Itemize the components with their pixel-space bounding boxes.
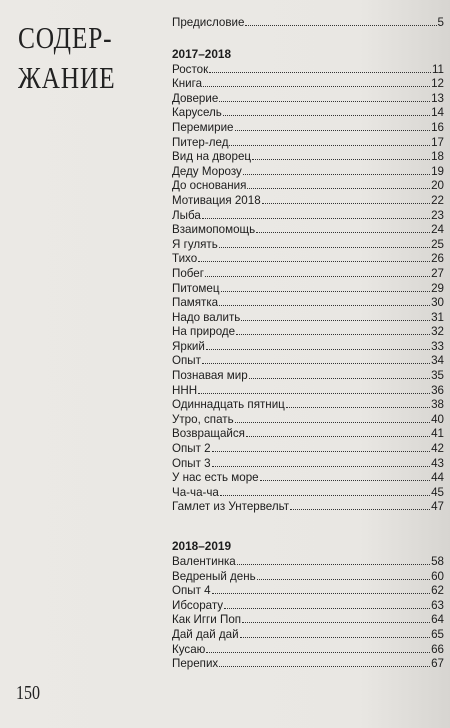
toc-entry: [172, 383, 444, 398]
toc-entry-page: 42: [431, 442, 444, 456]
toc-entry: [172, 62, 444, 77]
toc-entry-page: 67: [431, 657, 444, 671]
toc-entry: [172, 456, 444, 471]
toc-entry: [172, 149, 444, 164]
toc-entry-title: Книга: [172, 77, 203, 91]
toc-entry-title: Познавая мир: [172, 369, 248, 383]
dot-leader: [219, 656, 430, 667]
toc-entry-title: Надо валить: [172, 310, 241, 324]
toc-entry-title: Тихо: [172, 252, 198, 266]
page-number: 150: [16, 682, 40, 704]
toc-entry-page: 5: [437, 16, 444, 29]
toc-entry: [172, 164, 444, 179]
toc-entry-title: Перемирие: [172, 120, 234, 134]
dot-leader: [235, 412, 430, 423]
toc-entry-title: Валентинка: [172, 555, 236, 568]
toc-entry-page: 38: [431, 398, 444, 412]
toc-entry: [172, 310, 444, 325]
toc-entry: [172, 470, 444, 485]
toc-entry: [172, 295, 444, 310]
toc-entry-page: 24: [431, 223, 444, 237]
toc-entry-title: Деду Морозу: [172, 164, 242, 178]
title-line-2: ЖАНИЕ: [18, 60, 116, 95]
toc-entry: [172, 499, 444, 514]
dot-leader: [240, 627, 430, 638]
toc-entry: [172, 426, 444, 441]
toc-entry: [172, 339, 444, 354]
dot-leader: [260, 470, 431, 481]
toc-entry-intro: [172, 15, 444, 30]
toc-entry-page: 35: [431, 369, 444, 383]
toc-entry-page: 58: [431, 555, 444, 568]
toc-entry-title: Питер-лед: [172, 135, 229, 149]
toc-entry-page: 65: [431, 627, 444, 641]
dot-leader: [237, 554, 430, 565]
toc-entry-title: Памятка: [172, 296, 219, 310]
toc-entry-title: Ча-ча-ча: [172, 485, 219, 499]
toc-entry-title: Утро, спать: [172, 412, 234, 426]
toc-entry: [172, 598, 444, 613]
toc-entry: [172, 353, 444, 368]
dot-leader: [241, 310, 430, 321]
toc-entry-page: 33: [431, 339, 444, 353]
toc-entry-page: 43: [431, 456, 444, 470]
dot-leader: [236, 324, 430, 335]
toc-entry: [172, 583, 444, 598]
toc-entry-page: 11: [431, 62, 444, 76]
section-heading: 2018–2019: [172, 539, 232, 553]
dot-leader: [212, 441, 430, 452]
toc-entry-page: 23: [431, 208, 444, 222]
dot-leader: [224, 598, 430, 609]
toc-entry-page: 64: [431, 613, 444, 627]
toc-entry-title: Опыт: [172, 354, 201, 368]
toc-entry-page: 41: [431, 427, 444, 441]
toc-entry-page: 18: [431, 150, 444, 164]
toc-entry-page: 40: [431, 412, 444, 426]
toc-entry-page: 44: [431, 471, 444, 485]
toc-entry: [172, 237, 444, 252]
dot-leader: [257, 569, 430, 580]
toc-entry-page: 47: [431, 500, 444, 514]
dot-leader: [290, 499, 430, 510]
toc-entry-title: Одиннадцать пятниц: [172, 398, 285, 412]
toc-entry-page: 20: [431, 179, 444, 193]
toc-entry-title: Как Игги Поп: [172, 613, 242, 627]
dot-leader: [286, 397, 430, 408]
section-heading: 2017–2018: [172, 46, 232, 61]
toc-entry: [172, 397, 444, 412]
dot-leader: [198, 383, 430, 394]
dot-leader: [262, 193, 430, 204]
dot-leader: [202, 208, 430, 219]
dot-leader: [220, 485, 430, 496]
section-spacer: [172, 30, 444, 46]
toc-entry: [172, 627, 444, 642]
toc-entry-page: 19: [431, 164, 444, 178]
toc-entry: [172, 76, 444, 91]
toc-entry-title: Вид на дворец: [172, 150, 252, 164]
toc-entry-title: На природе: [172, 325, 236, 339]
toc-entry: [172, 612, 444, 627]
toc-entry-title: Ведреный день: [172, 569, 256, 583]
toc-entry-title: Взаимопомощь: [172, 223, 256, 237]
toc-entry: [172, 91, 444, 106]
toc-entry-page: 60: [431, 569, 444, 583]
toc-entry-title: Побег: [172, 266, 204, 280]
dot-leader: [256, 222, 430, 233]
toc-entry: [172, 281, 444, 296]
toc-entry: [172, 135, 444, 150]
toc-entry: [172, 208, 444, 223]
toc-entry-page: 13: [431, 91, 444, 105]
toc-entry-page: 25: [431, 237, 444, 251]
toc-entry-title: Доверие: [172, 91, 219, 105]
toc-entry: [172, 368, 444, 383]
toc-entry: [172, 193, 444, 208]
toc-entry-page: 62: [431, 584, 444, 598]
toc-entry-page: 29: [431, 281, 444, 295]
toc-entry: [172, 120, 444, 135]
toc-entry-title: Мотивация 2018: [172, 193, 261, 207]
toc-entry: [172, 266, 444, 281]
toc-entry-title: Лыба: [172, 208, 201, 222]
toc-entry: [172, 324, 444, 339]
toc-entry-page: 14: [431, 106, 444, 120]
toc-entry-page: 17: [431, 135, 444, 149]
toc-entry-title: Опыт 2: [172, 442, 211, 456]
toc-entry-page: 31: [431, 310, 444, 324]
toc-entry-title: Росток: [172, 62, 209, 76]
toc-entry-title: Дай дай дай: [172, 627, 239, 641]
toc-entry: [172, 554, 444, 569]
dot-leader: [247, 178, 430, 189]
toc-entry: [172, 569, 444, 584]
toc-entry: [172, 105, 444, 120]
toc-entry-page: 22: [431, 193, 444, 207]
title-line-1: СОДЕР-: [18, 20, 113, 55]
toc-entry-title: Кусаю: [172, 642, 206, 656]
toc-entry-title: ННН: [172, 383, 198, 397]
toc-entry-page: 16: [431, 120, 444, 134]
toc-entry-page: 32: [431, 325, 444, 339]
toc-entry-title: До основания: [172, 179, 247, 193]
dot-leader: [202, 353, 430, 364]
dot-leader: [221, 281, 431, 292]
dot-leader: [212, 456, 430, 467]
dot-leader: [205, 266, 430, 277]
dot-leader: [223, 105, 430, 116]
dot-leader: [212, 583, 430, 594]
dot-leader: [246, 426, 430, 437]
dot-leader: [209, 62, 431, 73]
toc-entry-page: 34: [431, 354, 444, 368]
dot-leader: [206, 642, 430, 653]
toc-entry: [172, 412, 444, 427]
dot-leader: [203, 76, 430, 87]
dot-leader: [235, 120, 431, 131]
toc-entry-page: 45: [431, 485, 444, 499]
dot-leader: [206, 339, 430, 350]
toc-entry-title: Я гулять: [172, 237, 218, 251]
toc-entry-title: Возвращайся: [172, 427, 245, 441]
toc-entry-title: Карусель: [172, 106, 222, 120]
toc-entry-title: Опыт 3: [172, 456, 211, 470]
toc-entry-title: Перепих: [172, 657, 219, 671]
toc-entry-title: Предисловие: [172, 16, 245, 29]
toc-entry: [172, 178, 444, 193]
toc-entry-page: 26: [431, 252, 444, 266]
dot-leader: [242, 612, 430, 623]
dot-leader: [229, 135, 430, 146]
toc-entry-page: 27: [431, 266, 444, 280]
toc-entry-page: 36: [431, 383, 444, 397]
dot-leader: [245, 15, 436, 26]
toc-entry: [172, 485, 444, 500]
section-spacer: [172, 514, 444, 538]
dot-leader: [219, 91, 430, 102]
toc-entry-title: Ибсорату: [172, 598, 224, 612]
dot-leader: [252, 149, 430, 160]
toc-entry-page: 30: [431, 296, 444, 310]
toc-entry-page: 63: [431, 598, 444, 612]
toc-entry-title: Яркий: [172, 339, 205, 353]
toc-entry-title: Гамлет из Унтервельт: [172, 500, 290, 514]
dot-leader: [219, 295, 430, 306]
toc-entry: [172, 251, 444, 266]
dot-leader: [219, 237, 430, 248]
toc-entry-page: 66: [431, 642, 444, 656]
toc-entry: [172, 642, 444, 657]
toc-entry: [172, 656, 444, 671]
toc-entry: [172, 222, 444, 237]
toc-entry-page: 12: [431, 77, 444, 91]
toc-entry-title: Питомец: [172, 281, 220, 295]
dot-leader: [198, 251, 430, 262]
page-title: [18, 18, 115, 98]
table-of-contents: [172, 15, 444, 671]
dot-leader: [243, 164, 430, 175]
dot-leader: [249, 368, 430, 379]
toc-entry: [172, 441, 444, 456]
toc-entry-title: У нас есть море: [172, 471, 259, 485]
toc-entry-title: Опыт 4: [172, 584, 211, 598]
